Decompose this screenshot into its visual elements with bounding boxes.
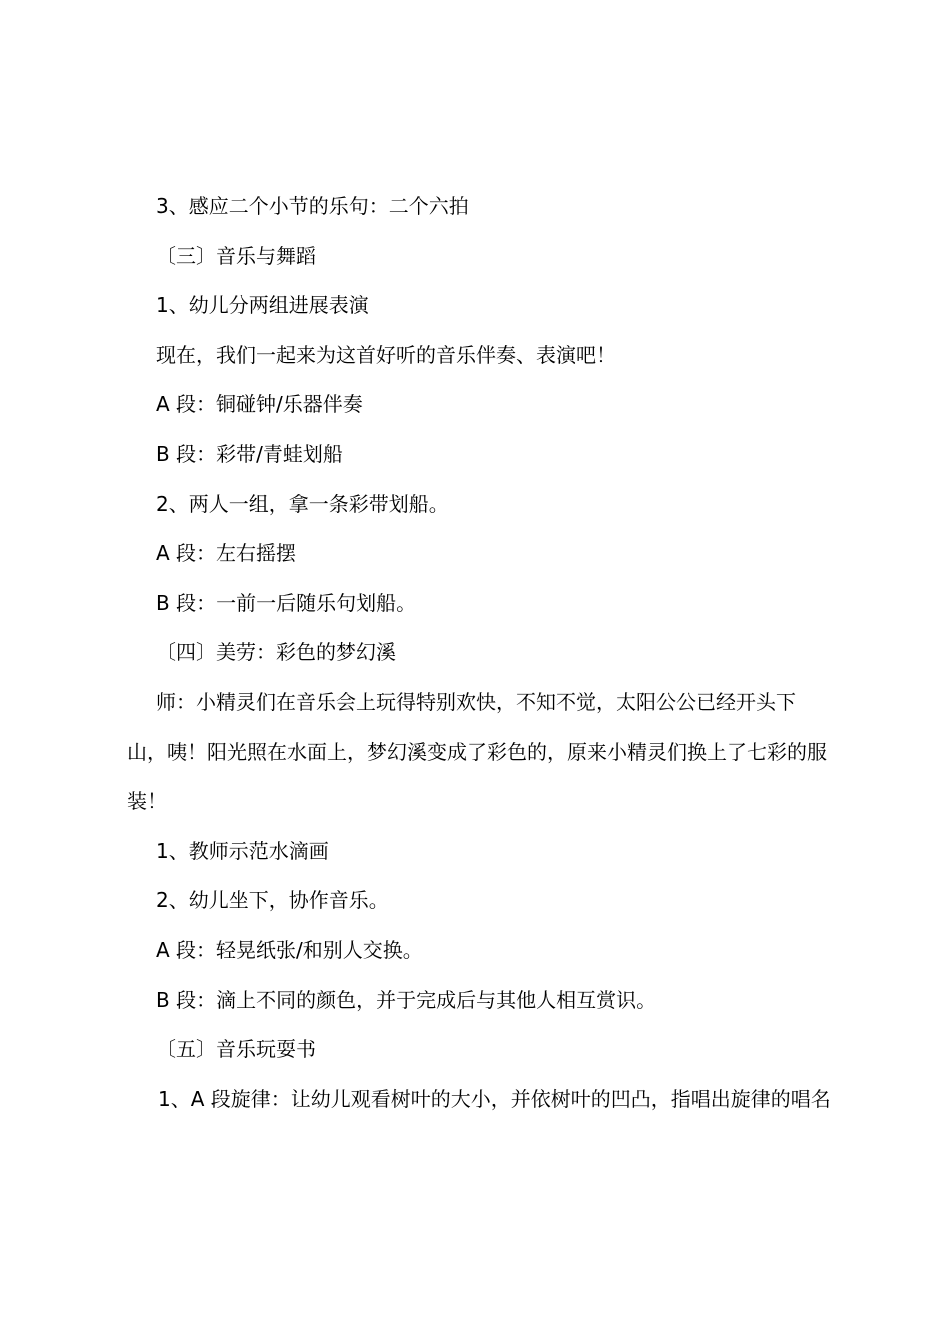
segment-item: B 段：彩带/青蛙划船 bbox=[156, 441, 343, 466]
step-item: 2、两人一组，拿一条彩带划船。 bbox=[156, 491, 449, 516]
segment-item: A 段：左右摇摆 bbox=[156, 541, 297, 566]
section-heading: 〔四〕美劳：彩色的梦幻溪 bbox=[156, 640, 396, 665]
step-item: 3、感应二个小节的乐句：二个六拍 bbox=[156, 194, 469, 218]
step-item: 1、A 段旋律：让幼儿观看树叶的大小，并依树叶的凹凸，指唱出旋律的唱名 bbox=[158, 1086, 831, 1111]
paragraph: 现在，我们一起来为这首好听的音乐伴奏、表演吧！ bbox=[156, 342, 616, 367]
segment-item: B 段：滴上不同的颜色，并于完成后与其他人相互赏识。 bbox=[156, 987, 657, 1012]
step-item: 2、幼儿坐下，协作音乐。 bbox=[156, 888, 389, 913]
segment-item: A 段：轻晃纸张/和别人交换。 bbox=[156, 937, 423, 962]
teacher-dialogue: 师：小精灵们在音乐会上玩得特别欢快，不知不觉，太阳公公已经开头下山，咦！阳光照在水面上，梦幻溪变成了彩色的，原来小精灵们换上了七彩的服装！ bbox=[127, 689, 827, 814]
segment-item: B 段：一前一后随乐句划船。 bbox=[156, 590, 417, 615]
section-heading: 〔三〕音乐与舞蹈 bbox=[156, 243, 316, 268]
document-body bbox=[127, 182, 833, 1124]
step-item: 1、教师示范水滴画 bbox=[156, 838, 329, 863]
step-item: 1、幼儿分两组进展表演 bbox=[156, 293, 369, 318]
segment-item: A 段：铜碰钟/乐器伴奏 bbox=[156, 392, 363, 417]
section-heading: 〔五〕音乐玩耍书 bbox=[156, 1037, 316, 1062]
